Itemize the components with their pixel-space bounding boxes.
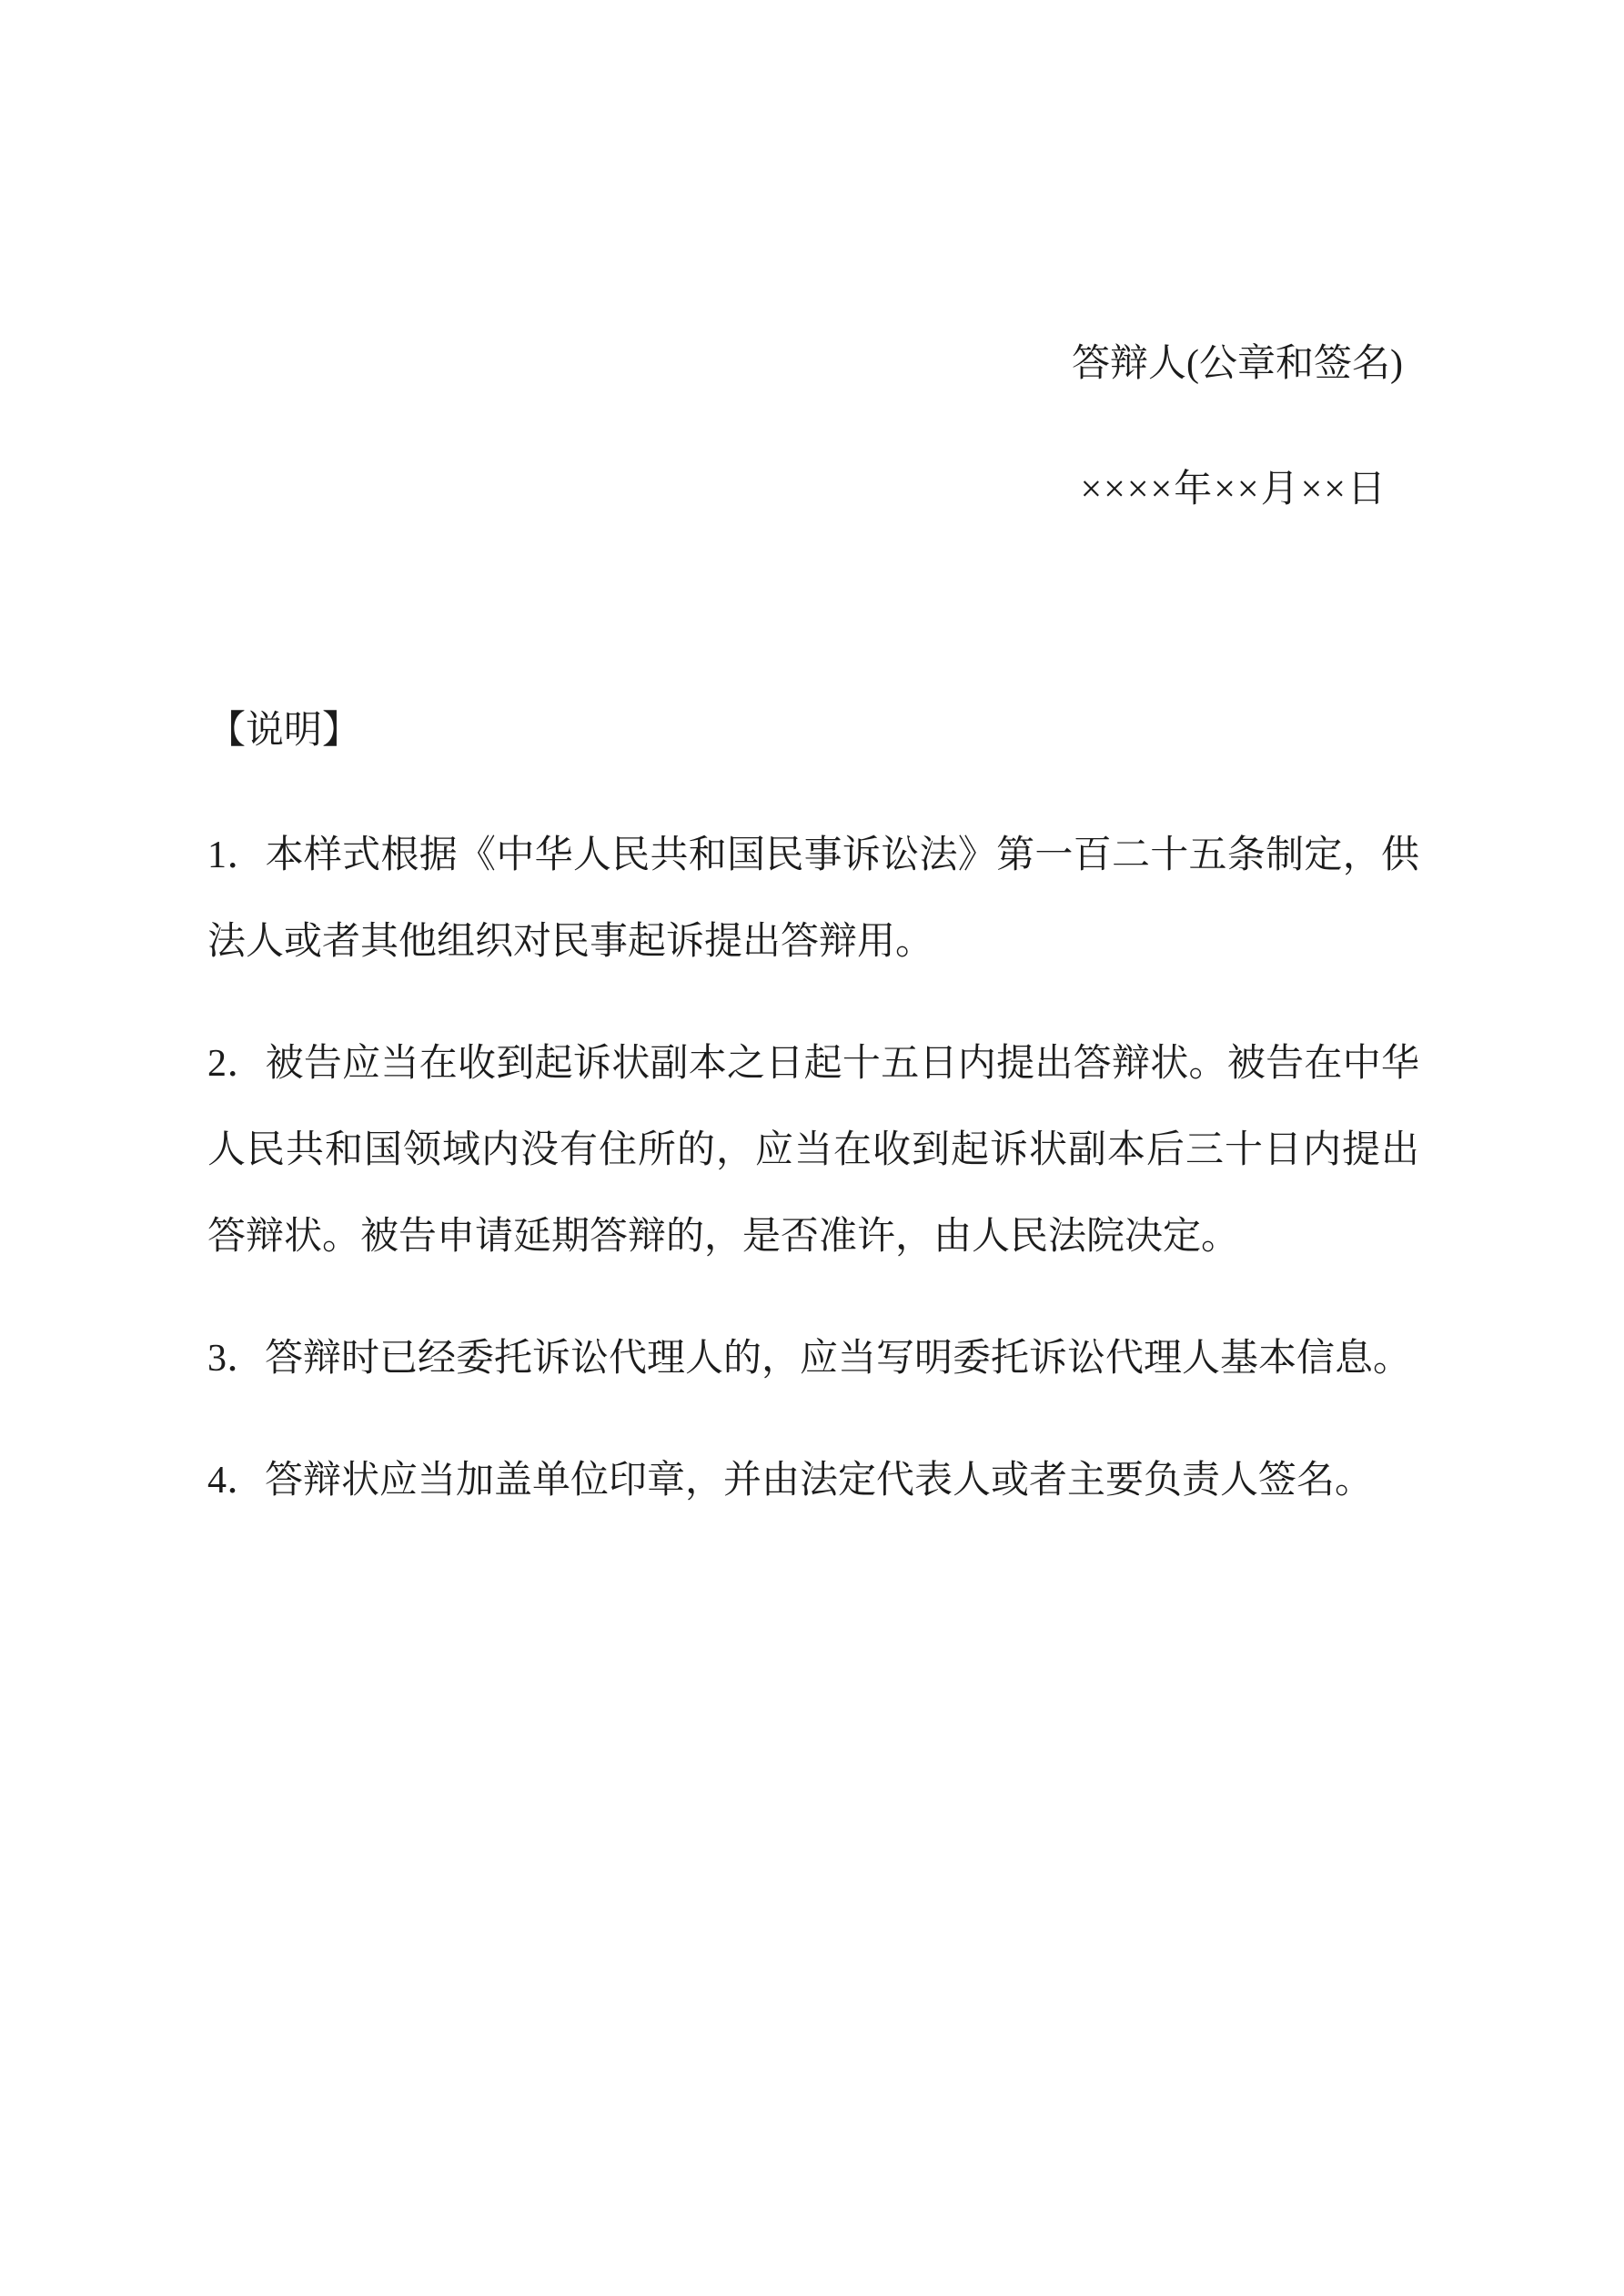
notes-heading: 【说明】 (207, 710, 361, 752)
note-paragraph-4: 4．答辩状应当加盖单位印章，并由法定代表人或者主要负责人签名。 (207, 1460, 1374, 1502)
note-paragraph-2: 2．被告应当在收到起诉状副本之日起十五日内提出答辩状。被告在中华人民共和国领域内没有住所的，应当在收到起诉状副本后三十日内提出答辩状。被告申请延期答辩的，是否准许，由人民法院决定。 (207, 1043, 1419, 1258)
date-placeholder-line: ××××年××月××日 (1080, 469, 1387, 511)
note-paragraph-1: 1．本样式根据《中华人民共和国民事诉讼法》第一百二十五条制定，供法人或者其他组织对民事起诉提出答辩用。 (207, 834, 1419, 963)
note-paragraph-3: 3．答辩时已经委托诉讼代理人的，应当写明委托诉讼代理人基本信息。 (207, 1338, 1412, 1380)
respondent-signature-line: 答辩人(公章和签名) (1072, 343, 1403, 385)
